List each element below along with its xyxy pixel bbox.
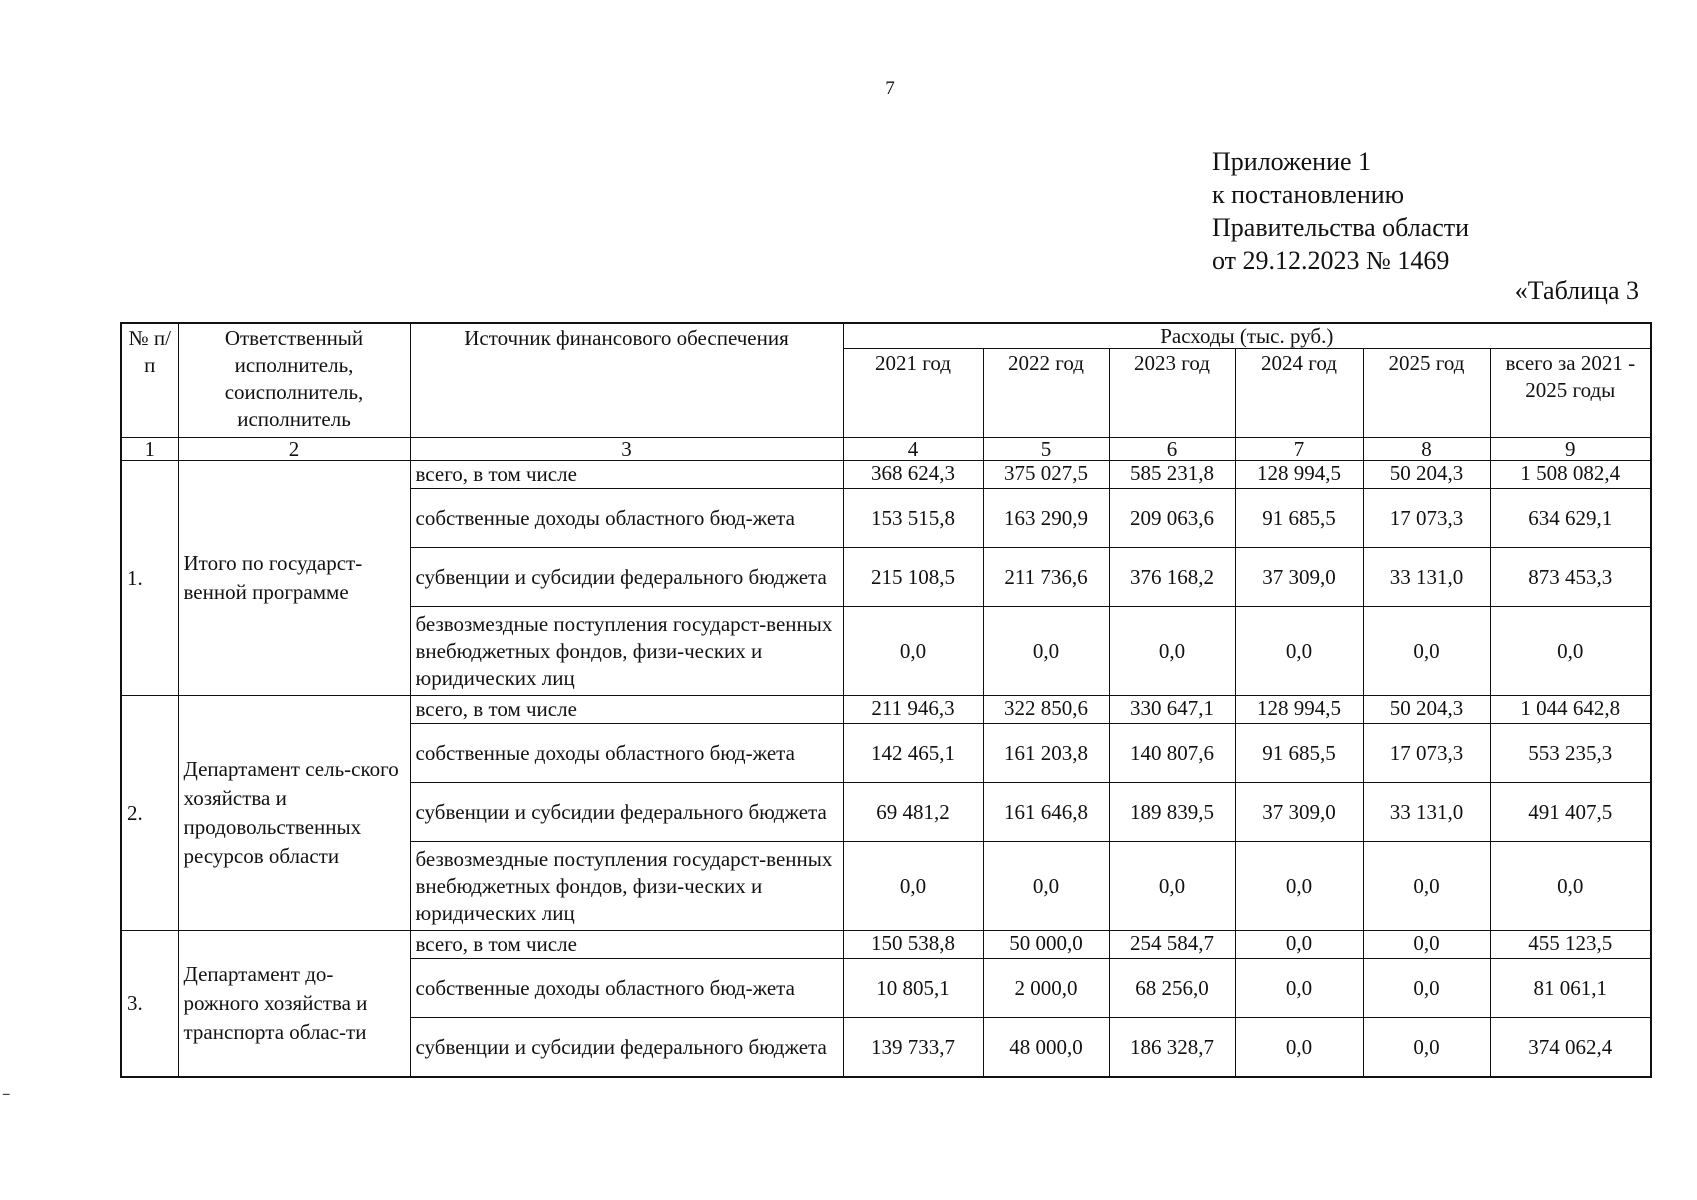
year-value-cell: 330 647,1 (1109, 696, 1235, 724)
header-year: 2024 год (1235, 349, 1363, 438)
year-value-cell: 0,0 (843, 607, 983, 696)
year-value-cell: 69 481,2 (843, 783, 983, 842)
year-value-cell: 375 027,5 (983, 461, 1109, 489)
row-number: 1. (121, 461, 178, 696)
column-number: 8 (1363, 438, 1490, 461)
funding-source-cell: всего, в том числе (410, 931, 843, 959)
table-row (121, 931, 1651, 959)
year-value-cell: 0,0 (843, 842, 983, 931)
header-year: 2022 год (983, 349, 1109, 438)
year-value-cell: 0,0 (1235, 607, 1363, 696)
year-value-cell: 0,0 (1363, 1018, 1490, 1078)
year-value-cell: 209 063,6 (1109, 489, 1235, 548)
header-year-total: всего за 2021 - 2025 годы (1490, 349, 1651, 438)
total-value-cell: 1 044 642,8 (1490, 696, 1651, 724)
year-value-cell: 0,0 (1363, 607, 1490, 696)
header-expenses: Расходы (тыс. руб.) (843, 323, 1651, 349)
column-number: 4 (843, 438, 983, 461)
executor-cell: Департамент до-рожного хозяйства и транспорта облас-ти (178, 931, 410, 1078)
row-number: 2. (121, 696, 178, 931)
year-value-cell: 368 624,3 (843, 461, 983, 489)
table-body (121, 461, 1651, 1078)
funding-source-cell: субвенции и субсидии федерального бюджета (410, 548, 843, 607)
margin-mark: – (2, 1084, 11, 1104)
year-value-cell: 161 646,8 (983, 783, 1109, 842)
budget-table (120, 322, 1652, 1078)
year-value-cell: 140 807,6 (1109, 724, 1235, 783)
year-value-cell: 0,0 (1235, 931, 1363, 959)
funding-source-cell: всего, в том числе (410, 696, 843, 724)
year-value-cell: 17 073,3 (1363, 724, 1490, 783)
table-label: «Таблица 3 (1514, 276, 1639, 305)
funding-source-cell: субвенции и субсидии федерального бюджета (410, 1018, 843, 1078)
header-year: 2025 год (1363, 349, 1490, 438)
appendix-line-3: Правительства области (1212, 213, 1470, 242)
year-value-cell: 17 073,3 (1363, 489, 1490, 548)
year-value-cell: 0,0 (983, 842, 1109, 931)
year-value-cell: 48 000,0 (983, 1018, 1109, 1078)
total-value-cell: 634 629,1 (1490, 489, 1651, 548)
year-value-cell: 50 000,0 (983, 931, 1109, 959)
year-value-cell: 161 203,8 (983, 724, 1109, 783)
column-number: 3 (410, 438, 843, 461)
funding-source-cell: субвенции и субсидии федерального бюджета (410, 783, 843, 842)
table-row (121, 461, 1651, 489)
column-number: 6 (1109, 438, 1235, 461)
year-value-cell: 139 733,7 (843, 1018, 983, 1078)
total-value-cell: 553 235,3 (1490, 724, 1651, 783)
year-value-cell: 91 685,5 (1235, 489, 1363, 548)
executor-cell: Итого по государст-венной программе (178, 461, 410, 696)
appendix-block (1212, 145, 1469, 277)
year-value-cell: 376 168,2 (1109, 548, 1235, 607)
total-value-cell: 873 453,3 (1490, 548, 1651, 607)
total-value-cell: 0,0 (1490, 607, 1651, 696)
row-number: 3. (121, 931, 178, 1078)
year-value-cell: 68 256,0 (1109, 959, 1235, 1018)
funding-source-cell: собственные доходы областного бюд-жета (410, 959, 843, 1018)
year-value-cell: 0,0 (1235, 1018, 1363, 1078)
year-value-cell: 0,0 (1363, 842, 1490, 931)
header-source: Источник финансового обеспечения (410, 323, 843, 438)
year-value-cell: 0,0 (1235, 959, 1363, 1018)
year-value-cell: 33 131,0 (1363, 548, 1490, 607)
executor-cell: Департамент сель-ского хозяйства и продовольственных ресурсов области (178, 696, 410, 931)
year-value-cell: 37 309,0 (1235, 548, 1363, 607)
year-value-cell: 2 000,0 (983, 959, 1109, 1018)
column-number: 5 (983, 438, 1109, 461)
year-value-cell: 150 538,8 (843, 931, 983, 959)
year-value-cell: 0,0 (1363, 959, 1490, 1018)
total-value-cell: 0,0 (1490, 842, 1651, 931)
appendix-line-1: Приложение 1 (1212, 147, 1372, 176)
header-row (121, 323, 1651, 349)
total-value-cell: 81 061,1 (1490, 959, 1651, 1018)
year-value-cell: 0,0 (1363, 931, 1490, 959)
year-value-cell: 0,0 (983, 607, 1109, 696)
funding-source-cell: безвозмездные поступления государст-венных внебюджетных фондов, физи-ческих и юридических лиц (410, 607, 843, 696)
year-value-cell: 0,0 (1109, 607, 1235, 696)
total-value-cell: 1 508 082,4 (1490, 461, 1651, 489)
header-year: 2021 год (843, 349, 983, 438)
year-value-cell: 91 685,5 (1235, 724, 1363, 783)
year-value-cell: 254 584,7 (1109, 931, 1235, 959)
header-executor: Ответственный исполнитель, соисполнитель, исполнитель (178, 323, 410, 438)
funding-source-cell: безвозмездные поступления государст-венных внебюджетных фондов, физи-ческих и юридических лиц (410, 842, 843, 931)
year-value-cell: 128 994,5 (1235, 696, 1363, 724)
year-value-cell: 211 946,3 (843, 696, 983, 724)
funding-source-cell: собственные доходы областного бюд-жета (410, 489, 843, 548)
year-value-cell: 163 290,9 (983, 489, 1109, 548)
year-value-cell: 585 231,8 (1109, 461, 1235, 489)
funding-source-cell: собственные доходы областного бюд-жета (410, 724, 843, 783)
header-no: № п/п (121, 323, 178, 438)
year-value-cell: 33 131,0 (1363, 783, 1490, 842)
year-value-cell: 189 839,5 (1109, 783, 1235, 842)
year-value-cell: 37 309,0 (1235, 783, 1363, 842)
appendix-line-4: от 29.12.2023 № 1469 (1212, 246, 1450, 275)
column-number-row (121, 438, 1651, 461)
column-number: 9 (1490, 438, 1651, 461)
column-number: 2 (178, 438, 410, 461)
column-number: 1 (121, 438, 178, 461)
year-value-cell: 10 805,1 (843, 959, 983, 1018)
year-value-cell: 50 204,3 (1363, 696, 1490, 724)
year-value-cell: 128 994,5 (1235, 461, 1363, 489)
header-year: 2023 год (1109, 349, 1235, 438)
year-value-cell: 50 204,3 (1363, 461, 1490, 489)
column-number: 7 (1235, 438, 1363, 461)
year-value-cell: 211 736,6 (983, 548, 1109, 607)
funding-source-cell: всего, в том числе (410, 461, 843, 489)
table-row (121, 696, 1651, 724)
year-value-cell: 0,0 (1109, 842, 1235, 931)
total-value-cell: 455 123,5 (1490, 931, 1651, 959)
year-value-cell: 215 108,5 (843, 548, 983, 607)
page-number: 7 (885, 78, 895, 99)
total-value-cell: 374 062,4 (1490, 1018, 1651, 1078)
total-value-cell: 491 407,5 (1490, 783, 1651, 842)
year-value-cell: 153 515,8 (843, 489, 983, 548)
year-value-cell: 142 465,1 (843, 724, 983, 783)
year-value-cell: 322 850,6 (983, 696, 1109, 724)
year-value-cell: 0,0 (1235, 842, 1363, 931)
year-value-cell: 186 328,7 (1109, 1018, 1235, 1078)
appendix-line-2: к постановлению (1212, 180, 1405, 209)
